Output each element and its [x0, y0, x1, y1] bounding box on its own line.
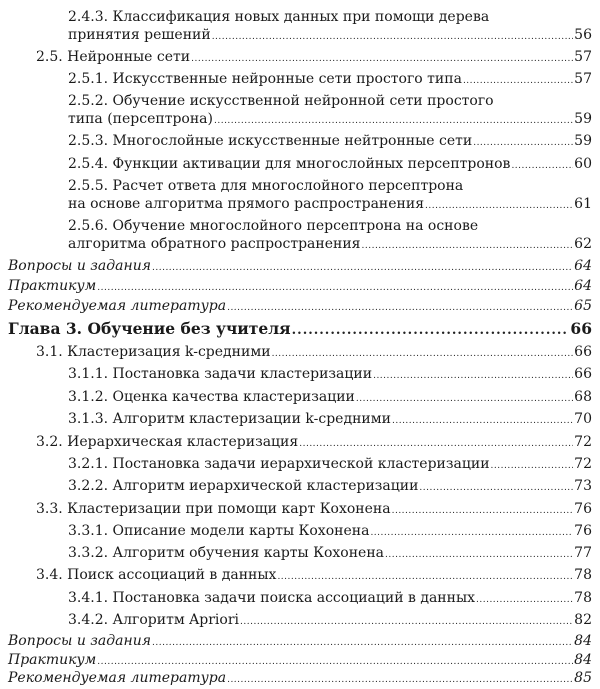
toc-page-number: 84: [574, 652, 592, 668]
toc-entry-title: 2.5.3. Многослойные искусственные нейтронные сети: [68, 133, 473, 149]
leader-dots: [463, 72, 573, 90]
toc-entry[interactable]: [36, 433, 592, 453]
leader-dots: [292, 322, 570, 340]
toc-entry[interactable]: [8, 257, 592, 277]
toc-entry-title: Рекомендуемая литература: [8, 670, 227, 686]
toc-entry[interactable]: [68, 611, 592, 631]
leader-dots: [476, 591, 573, 609]
leader-dots: [240, 613, 573, 631]
toc-entry-title: 3.1.1. Постановка задачи кластеризации: [68, 366, 373, 382]
leader-dots: [511, 157, 573, 175]
leader-dots: [425, 197, 573, 215]
leader-dots: [152, 259, 573, 277]
toc-page-number: 72: [574, 434, 592, 450]
leader-dots: [227, 671, 573, 689]
toc-entry[interactable]: [68, 455, 592, 475]
leader-dots: [272, 345, 574, 363]
toc-entry-title: Вопросы и задания: [8, 258, 151, 274]
toc-entry-title: Практикум: [8, 652, 97, 668]
toc-page-number: 59: [574, 111, 592, 127]
toc-entry[interactable]: [68, 388, 592, 408]
leader-dots: [277, 568, 573, 586]
toc-entry[interactable]: [36, 500, 592, 520]
toc-page-number: 64: [574, 278, 592, 294]
toc-entry-title: Практикум: [8, 278, 97, 294]
toc-entry[interactable]: [8, 277, 592, 297]
toc-entry[interactable]: [8, 297, 592, 317]
toc-entry[interactable]: [68, 70, 592, 90]
toc-entry-title-line: 2.5.5. Расчет ответа для многослойного персептрона: [68, 178, 464, 194]
toc-entry[interactable]: [68, 132, 592, 152]
toc-page-number: 56: [574, 27, 592, 43]
toc-page-number: 57: [574, 71, 592, 87]
toc-page-number: 66: [570, 319, 592, 338]
toc-chapter-title: Глава 3. Обучение без учителя: [8, 319, 291, 338]
toc-entry-title: Вопросы и задания: [8, 633, 151, 649]
leader-dots: [419, 479, 573, 497]
leader-dots: [385, 546, 573, 564]
toc-page-number: 76: [574, 501, 592, 517]
toc-entry-title-line: 2.5.2. Обучение искусственной нейронной сети простого: [68, 93, 494, 109]
toc-entry-title: на основе алгоритма прямого распространения: [68, 196, 425, 212]
toc-entry[interactable]: [68, 217, 592, 255]
toc-entry[interactable]: [68, 477, 592, 497]
toc-entry-title: 3.1.2. Оценка качества кластеризации: [68, 389, 355, 405]
toc-page-number: 61: [574, 196, 592, 212]
leader-dots: [191, 50, 573, 68]
toc-page-number: 68: [574, 389, 592, 405]
toc-page-number: 65: [574, 298, 592, 314]
toc-entry-title: типа (персептрона): [68, 111, 213, 127]
toc-entry-title: 3.2. Иерархическая кластеризация: [36, 434, 299, 450]
toc-page-number: 76: [574, 523, 592, 539]
leader-dots: [212, 28, 573, 46]
toc-entry[interactable]: [68, 177, 592, 215]
toc-entry[interactable]: [8, 651, 592, 671]
toc-entry-title: алгоритма обратного распространения: [68, 236, 361, 252]
toc-entry-title: 2.5.4. Функции активации для многослойных персептронов: [68, 156, 511, 172]
toc-entry[interactable]: [68, 589, 592, 609]
toc-page-number: 60: [574, 156, 592, 172]
toc-entry[interactable]: [68, 365, 592, 385]
toc-entry-title: 3.2.1. Постановка задачи иерархической кластеризации: [68, 456, 490, 472]
toc-page-number: 66: [574, 344, 592, 360]
toc-entry-title: 3.4.1. Постановка задачи поиска ассоциаций в данных: [68, 590, 475, 606]
toc-page-number: 72: [574, 456, 592, 472]
toc-chapter-entry[interactable]: [8, 320, 592, 340]
leader-dots: [473, 134, 573, 152]
leader-dots: [97, 279, 573, 297]
toc-entry-title: принятия решений: [68, 27, 211, 43]
toc-entry[interactable]: [68, 410, 592, 430]
leader-dots: [214, 112, 573, 130]
toc-entry-title: 3.4.2. Алгоритм Apriori: [68, 612, 240, 628]
leader-dots: [370, 524, 573, 542]
toc-entry-title-line: 2.5.6. Обучение многослойного персептрона на основе: [68, 218, 479, 234]
toc-entry-title: 3.3. Кластеризации при помощи карт Кохонена: [36, 501, 391, 517]
leader-dots: [356, 390, 573, 408]
toc-page-number: 70: [574, 411, 592, 427]
toc-entry[interactable]: [8, 632, 592, 652]
toc-entry[interactable]: [8, 669, 592, 689]
leader-dots: [392, 412, 573, 430]
toc-entry[interactable]: [68, 544, 592, 564]
toc-entry-title: 2.5. Нейронные сети: [36, 49, 191, 65]
toc-page-number: 59: [574, 133, 592, 149]
toc-entry-title: 3.1. Кластеризация k-средними: [36, 344, 271, 360]
toc-page-number: 64: [574, 258, 592, 274]
toc-entry[interactable]: [68, 92, 592, 130]
leader-dots: [362, 237, 574, 255]
toc-page-number: 62: [574, 236, 592, 252]
toc-entry-title: 3.2.2. Алгоритм иерархической кластеризации: [68, 478, 419, 494]
toc-entry[interactable]: [68, 522, 592, 542]
leader-dots: [491, 457, 574, 475]
toc-page-number: 85: [574, 670, 592, 686]
toc-page-number: 78: [574, 590, 592, 606]
toc-entry[interactable]: [36, 343, 592, 363]
leader-dots: [392, 502, 574, 520]
toc-page-number: 77: [574, 545, 592, 561]
leader-dots: [152, 634, 573, 652]
leader-dots: [299, 435, 573, 453]
leader-dots: [227, 299, 573, 317]
toc-entry-title: 3.3.1. Описание модели карты Кохонена: [68, 523, 370, 539]
toc-page-number: 84: [574, 633, 592, 649]
toc-entry-title: 3.4. Поиск ассоциаций в данных: [36, 567, 277, 583]
toc-entry-title: Рекомендуемая литература: [8, 298, 227, 314]
leader-dots: [373, 367, 573, 385]
toc-entry[interactable]: [68, 155, 592, 175]
toc-entry-title: 3.3.2. Алгоритм обучения карты Кохонена: [68, 545, 385, 561]
toc-entry[interactable]: [36, 48, 592, 68]
toc-page-number: 66: [574, 366, 592, 382]
toc-entry-title-line: 2.4.3. Классификация новых данных при помощи дерева: [68, 9, 490, 25]
toc-page-number: 82: [574, 612, 592, 628]
toc-entry-title: 2.5.1. Искусственные нейронные сети простого типа: [68, 71, 462, 87]
toc-page-number: 73: [574, 478, 592, 494]
toc-page-number: 57: [574, 49, 592, 65]
toc-entry[interactable]: [68, 8, 592, 46]
toc-page-number: 78: [574, 567, 592, 583]
toc-entry-title: 3.1.3. Алгоритм кластеризации k-средними: [68, 411, 391, 427]
toc-entry[interactable]: [36, 566, 592, 586]
